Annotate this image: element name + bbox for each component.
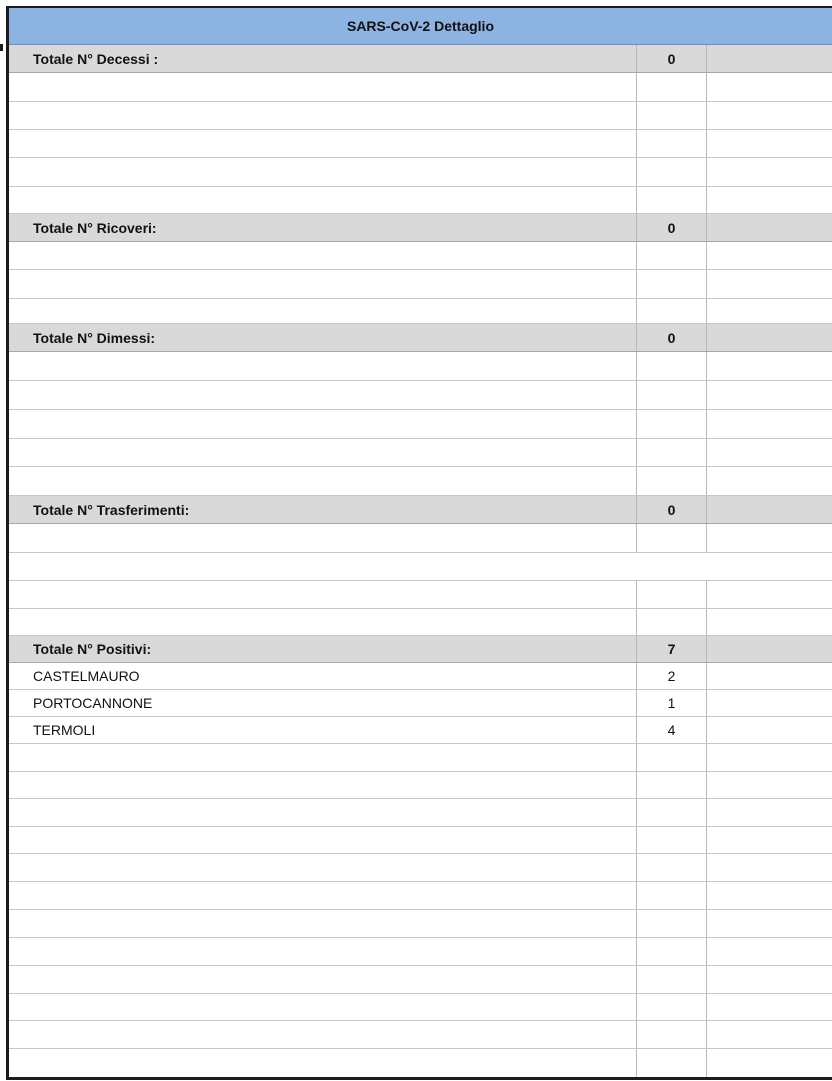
table-row[interactable] <box>9 553 832 581</box>
table-row[interactable] <box>9 102 832 130</box>
section-label: Totale N° Positivi: <box>33 641 152 657</box>
empty-cell <box>706 214 832 241</box>
table-row[interactable] <box>9 187 832 214</box>
table-row[interactable] <box>9 744 832 772</box>
table-row[interactable] <box>9 772 832 799</box>
comune-count: 1 <box>636 690 706 716</box>
table-row[interactable] <box>9 352 832 381</box>
table-row[interactable] <box>9 524 832 553</box>
comune-name: PORTOCANNONE <box>33 695 153 711</box>
table-row[interactable] <box>9 1021 832 1049</box>
table-row[interactable] <box>9 717 832 744</box>
table-row[interactable] <box>9 130 832 158</box>
table-row[interactable] <box>9 1049 832 1077</box>
section-label: Totale N° Decessi : <box>33 50 159 67</box>
table-row[interactable] <box>9 299 832 324</box>
table-row[interactable] <box>9 663 832 690</box>
table-row[interactable] <box>9 467 832 496</box>
table-row[interactable] <box>9 938 832 966</box>
comune-name: CASTELMAURO <box>33 668 140 684</box>
section-header-decessi[interactable] <box>9 45 832 73</box>
table-row[interactable] <box>9 882 832 910</box>
section-header-dimessi[interactable] <box>9 324 832 352</box>
table-row[interactable] <box>9 581 832 609</box>
section-total: 0 <box>636 324 706 351</box>
empty-cell <box>706 636 832 662</box>
section-total: 0 <box>636 214 706 241</box>
empty-cell <box>706 324 832 351</box>
table-row[interactable] <box>9 609 832 636</box>
empty-cell <box>706 45 832 72</box>
table-row[interactable] <box>9 854 832 882</box>
table-row[interactable] <box>9 158 832 187</box>
empty-cell <box>706 496 832 523</box>
comune-count: 4 <box>636 717 706 743</box>
comune-name: TERMOLI <box>33 722 96 738</box>
section-label: Totale N° Trasferimenti: <box>33 501 190 518</box>
border-tick <box>0 44 3 51</box>
section-total: 0 <box>636 45 706 72</box>
table-row[interactable] <box>9 242 832 270</box>
sheet-title: SARS-CoV-2 Dettaglio <box>9 8 832 45</box>
table-row[interactable] <box>9 73 832 102</box>
section-header-ricoveri[interactable] <box>9 214 832 242</box>
section-label: Totale N° Dimessi: <box>33 329 156 346</box>
section-header-positivi[interactable] <box>9 636 832 663</box>
section-total: 7 <box>636 636 706 662</box>
table-row[interactable] <box>9 799 832 827</box>
section-header-trasferimenti[interactable] <box>9 496 832 524</box>
table-row[interactable] <box>9 270 832 299</box>
section-label: Totale N° Ricoveri: <box>33 219 157 236</box>
section-total: 0 <box>636 496 706 523</box>
table-row[interactable] <box>9 910 832 938</box>
comune-count: 2 <box>636 663 706 689</box>
table-row[interactable] <box>9 439 832 467</box>
table-row[interactable] <box>9 410 832 439</box>
table-row[interactable] <box>9 381 832 410</box>
table-row[interactable] <box>9 966 832 994</box>
table-row[interactable] <box>9 827 832 854</box>
table-row[interactable] <box>9 994 832 1021</box>
table-row[interactable] <box>9 690 832 717</box>
